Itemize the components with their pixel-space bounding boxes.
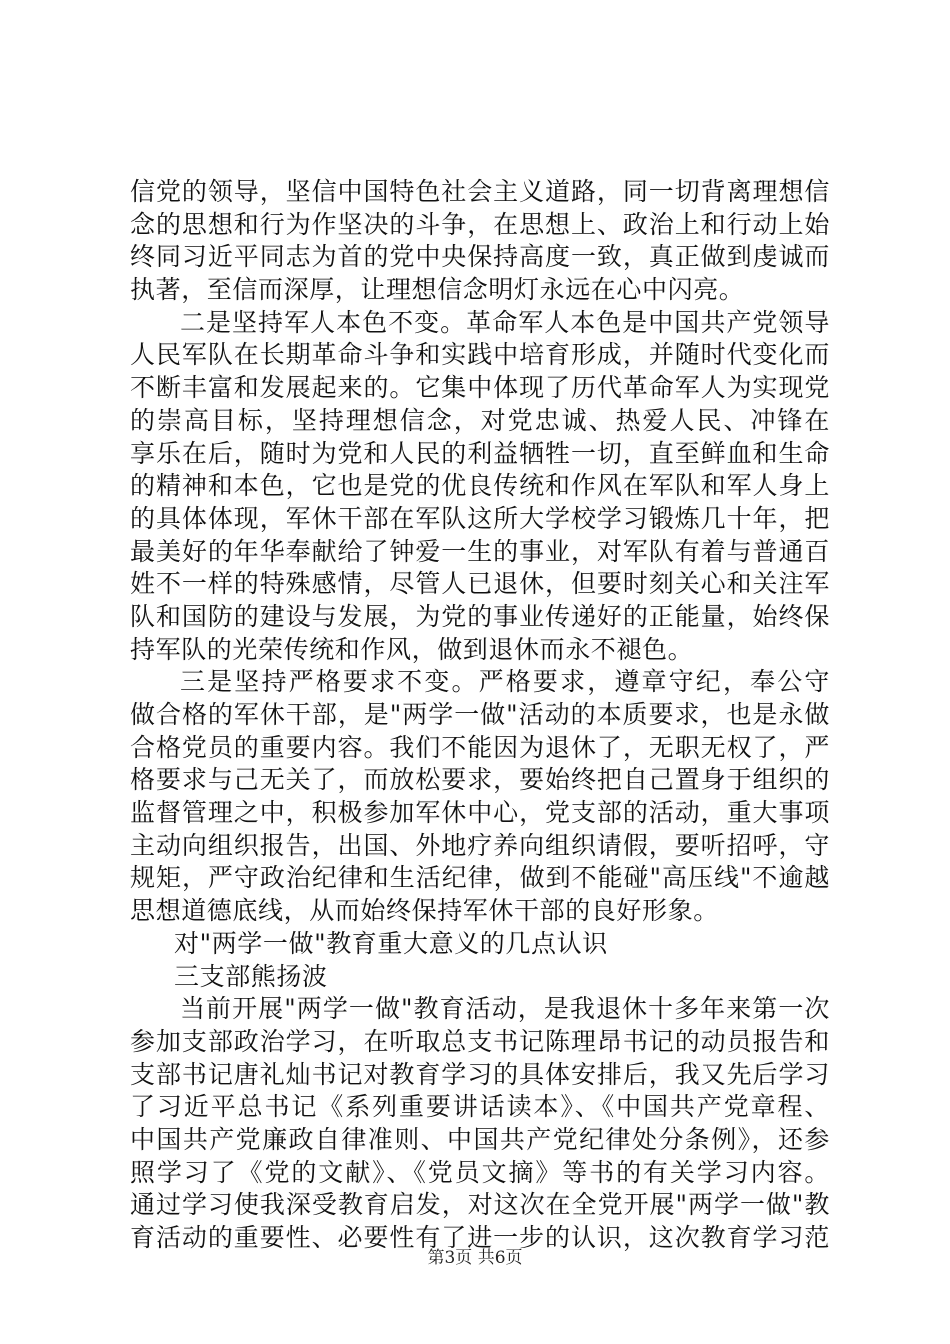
text-line: 照学习了《党的文献》、《党员文摘》等书的有关学习内容。 [130, 1157, 830, 1187]
paragraph-start-line: 当前开展"两学一做"教育活动，是我退休十多年来第一次 [180, 994, 830, 1024]
text-line: 监督管理之中，积极参加军休中心，党支部的活动，重大事项 [130, 798, 830, 828]
text-line: 中国共产党廉政自律准则、中国共产党纪律处分条例》，还参 [130, 1124, 830, 1154]
text-line: 姓不一样的特殊感情，尽管人已退休，但要时刻关心和关注军 [130, 569, 830, 599]
text-line: 格要求与己无关了，而放松要求，要始终把自己置身于组织的 [130, 765, 830, 795]
text-line: 支部书记唐礼灿书记对教育学习的具体安排后，我又先后学习 [130, 1059, 830, 1089]
text-line: 执著，至信而深厚，让理想信念明灯永远在心中闪亮。 [130, 275, 745, 305]
text-line: 队和国防的建设与发展，为党的事业传递好的正能量，始终保 [130, 601, 830, 631]
text-line: 了习近平总书记《系列重要讲话读本》、《中国共产党章程、 [130, 1092, 830, 1122]
text-line: 念的思想和行为作坚决的斗争，在思想上、政治上和行动上始 [130, 209, 830, 239]
text-line: 不断丰富和发展起来的。它集中体现了历代革命军人为实现党 [130, 373, 830, 403]
text-line: 享乐在后，随时为党和人民的利益牺牲一切，直至鲜血和生命 [130, 438, 830, 468]
text-line: 的精神和本色，它也是党的优良传统和作风在军队和军人身上 [130, 471, 830, 501]
text-line: 人民军队在长期革命斗争和实践中培育形成，并随时代变化而 [130, 340, 830, 370]
text-line: 终同习近平同志为首的党中央保持高度一致，真正做到虔诚而 [130, 242, 830, 272]
section-heading: 对"两学一做"教育重大意义的几点认识 [174, 928, 608, 958]
body-text [130, 176, 830, 1255]
text-line: 的具体体现，军休干部在军队这所大学校学习锻炼几十年，把 [130, 503, 830, 533]
text-line: 最美好的年华奉献给了钟爱一生的事业，对军队有着与普通百 [130, 536, 830, 566]
text-line: 持军队的光荣传统和作风，做到退休而永不褪色。 [130, 634, 694, 664]
text-line: 主动向组织报告，出国、外地疗养向组织请假，要听招呼，守 [130, 830, 830, 860]
paragraph-start-line: 二是坚持军人本色不变。革命军人本色是中国共产党领导 [180, 307, 830, 337]
text-line: 规矩，严守政治纪律和生活纪律，做到不能碰"高压线"不逾越 [130, 863, 830, 893]
text-line: 的崇高目标，坚持理想信念，对党忠诚、热爱人民、冲锋在 [130, 405, 830, 435]
page-number-footer: 第3页 共6页 [427, 1248, 523, 1268]
text-line: 信党的领导，坚信中国特色社会主义道路，同一切背离理想信 [130, 177, 830, 206]
text-line: 参加支部政治学习，在听取总支书记陈理昂书记的动员报告和 [130, 1026, 830, 1056]
text-line: 做合格的军休干部，是"两学一做"活动的本质要求，也是永做 [130, 700, 830, 729]
text-line: 合格党员的重要内容。我们不能因为退休了，无职无权了，严 [130, 732, 830, 762]
text-line: 通过学习使我深受教育启发，对这次在全党开展"两学一做"教 [130, 1190, 830, 1220]
text-line: 思想道德底线，从而始终保持军休干部的良好形象。 [130, 896, 719, 926]
paragraph-start-line: 三是坚持严格要求不变。严格要求，遵章守纪，奉公守 [180, 667, 830, 697]
text-line: 育活动的重要性、必要性有了进一步的认识，这次教育学习范 [130, 1223, 830, 1252]
author-line: 三支部熊扬波 [174, 961, 328, 991]
